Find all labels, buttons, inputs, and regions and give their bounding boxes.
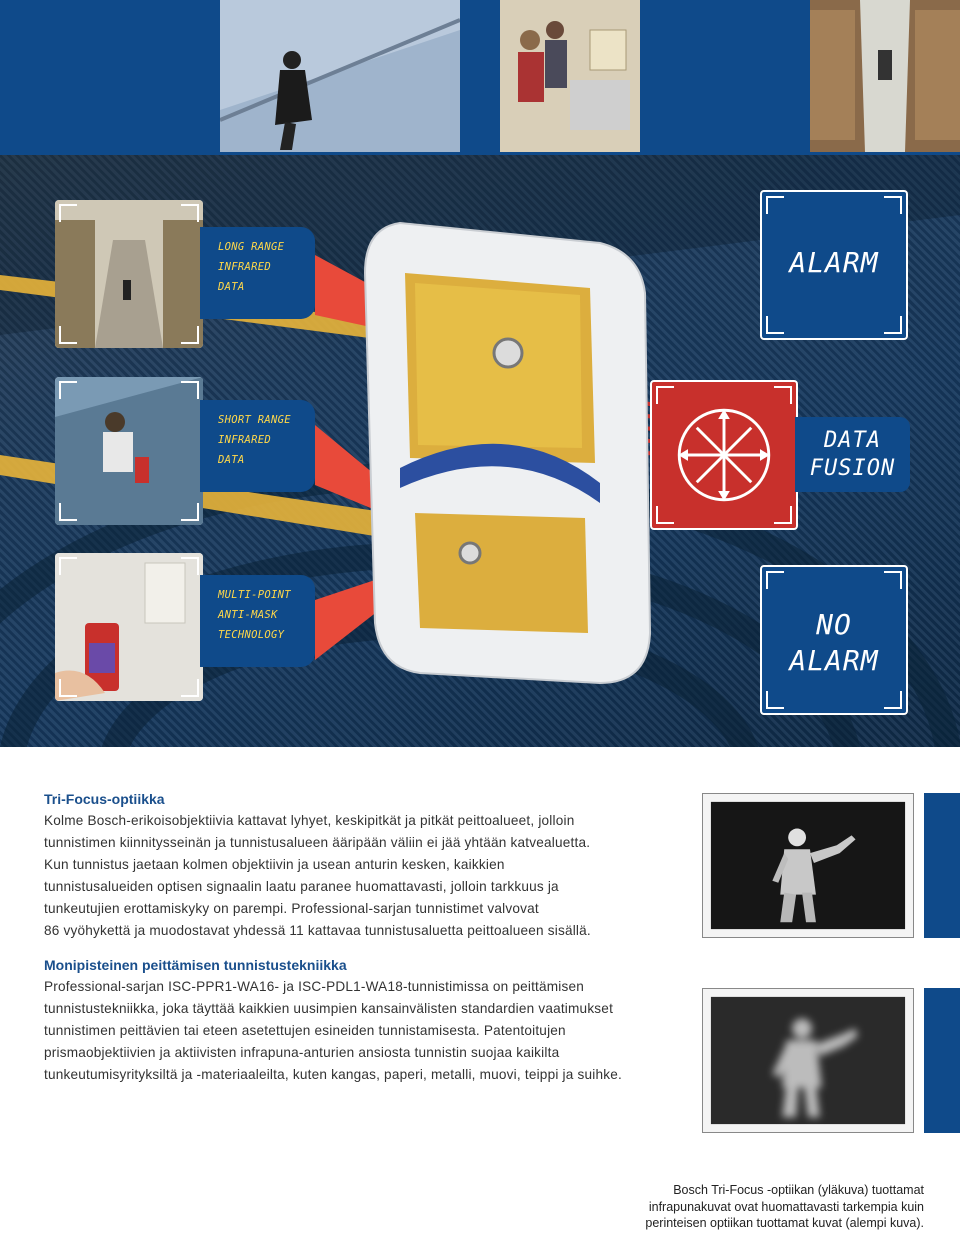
label-line: TECHNOLOGY [218,629,285,641]
label-line: LONG RANGE [218,241,285,253]
hero-graphic [0,155,960,747]
body-text [44,788,684,1086]
photo-spray-can [55,553,203,701]
label-line: INFRARED [218,434,271,446]
caption-line: perinteisen optiikan tuottamat kuvat (alempi kuva). [645,1216,924,1230]
data-fusion-line: DATA [824,428,881,453]
section-heading-anti-mask: Monipisteinen peittämisen tunnistustekniikka [44,957,347,973]
infrared-image-conventional [702,988,914,1133]
caption-line: infrapunakuvat ovat huomattavasti tarkempia kuin [648,1199,924,1214]
body-line: tunnistimen peittävien tai eteen asetettujen esineiden tunnistamisesta. Patentoitujen [44,1023,566,1038]
body-line: tunnistusalueiden optisen signaalin laatu paranee huomattavasti, jolloin tarkkuus ja [44,879,559,894]
infrared-image-tri-focus [702,793,914,938]
label-long-range [200,227,315,319]
label-line: INFRARED [218,261,271,273]
label-line: MULTI-POINT [218,589,291,601]
data-fusion-icon [650,380,798,530]
label-anti-mask [200,575,315,667]
body-line: 86 vyöhykettä ja muodostavat yhdessä 11 kattavaa tunnistusaluetta peittoalueen sisällä. [44,923,591,938]
alarm-panel [760,190,908,340]
section-heading-tri-focus: Tri-Focus-optiikka [44,791,165,807]
label-line: SHORT RANGE [218,414,291,426]
body-line: tunnistimen kiinnitysseinän ja tunnistusalueen ääripään väliin ei jää yhtään katvealuetta. [44,835,591,850]
photo-office [500,0,640,152]
body-line: tunkeutujien erottamiskyky on parempi. Professional-sarjan tunnistimet valvovat [44,901,539,916]
body-line: tunkeutumisyrityksiltä ja -materiaaleilta, kuten kangas, paperi, metalli, muovi, teippi ja suihke. [44,1067,622,1082]
label-short-range [200,400,315,492]
data-fusion-line: FUSION [809,456,896,481]
photo-warehouse [810,0,960,152]
section-body-anti-mask [44,976,684,1086]
label-line: DATA [218,281,245,293]
caption-line: Bosch Tri-Focus -optiikan (yläkuva) tuottamat [673,1183,924,1197]
label-line: ANTI-MASK [218,609,278,621]
photo-escalator [55,377,203,525]
photo-mall [55,200,203,348]
no-alarm-text [762,607,906,679]
image-caption [564,1182,924,1232]
label-line: DATA [218,454,245,466]
motion-detector [360,213,660,693]
no-alarm-line: ALARM [789,644,879,677]
data-fusion-text [795,427,910,483]
no-alarm-panel [760,565,908,715]
body-line: Kun tunnistus jaetaan kolmen objektiivin ja usean anturin kesken, kaikkien [44,857,505,872]
body-line: prismaobjektiivien ja aktiivisten infrapuna-anturien ansiosta tunnistin suojaa kaikilta [44,1045,560,1060]
section-body-tri-focus [44,810,684,942]
no-alarm-line: NO [816,608,852,641]
side-accent-bar [924,793,960,938]
top-photo-strip [0,0,960,155]
alarm-text: ALARM [789,246,879,279]
body-line: Professional-sarjan ISC-PPR1-WA16- ja ISC-PDL1-WA18-tunnistimissa on peittämisen [44,979,585,994]
side-accent-bar [924,988,960,1133]
body-line: Kolme Bosch-erikoisobjektiivia kattavat lyhyet, keskipitkät ja pitkät peittoalueet, jolloin [44,813,575,828]
photo-walking-man [220,0,460,152]
data-fusion-panel [795,417,910,492]
body-line: tunnistustekniikka, joka täyttää kaikkien uusimpien kansainvälisten standardien vaatimukset [44,1001,614,1016]
